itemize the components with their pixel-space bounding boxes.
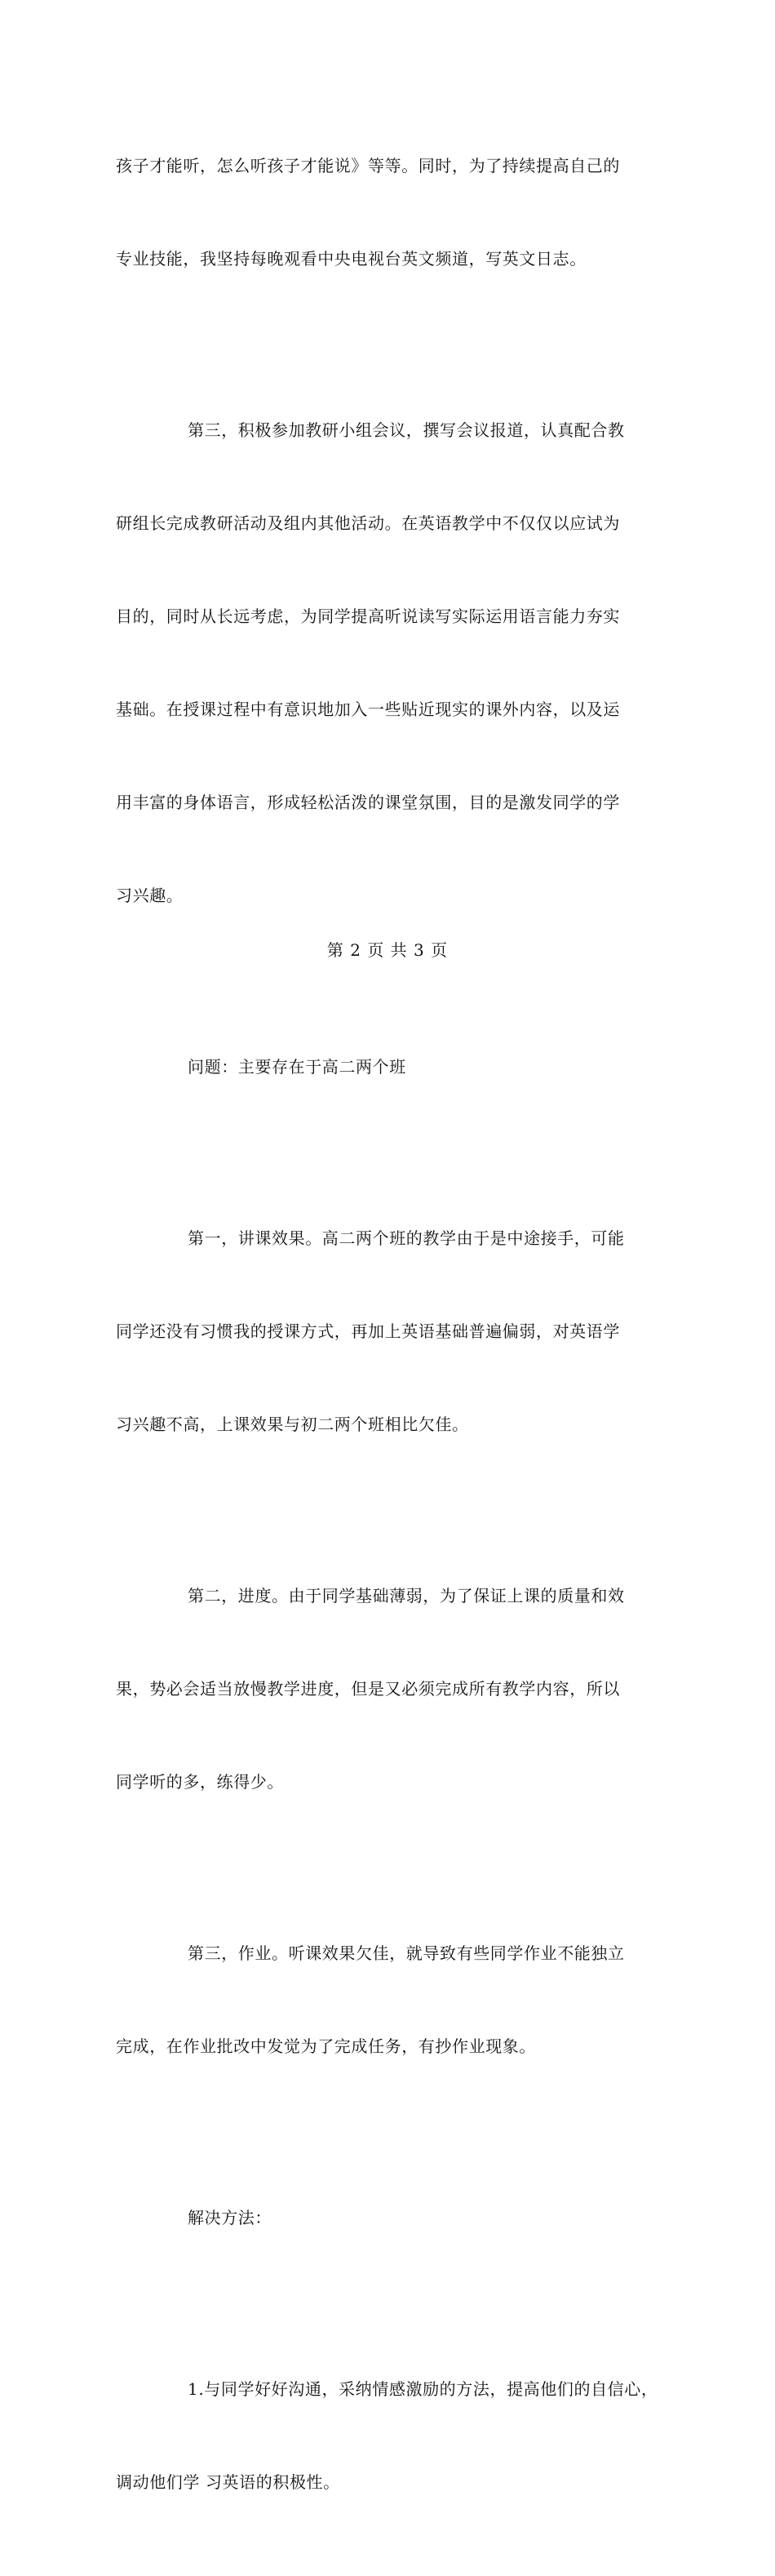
paragraph-line: 用丰富的身体语言，形成轻松活泼的课堂氛围，目的是激发同学的学 — [116, 793, 620, 812]
paragraph-line: 第三，作业。听课效果欠佳，就导致有些同学作业不能独立 — [188, 1943, 625, 1963]
section-heading-solutions: 解决方法： — [188, 2208, 272, 2227]
paragraph-8 — [116, 2312, 679, 2560]
paragraph-line: 完成，在作业批改中发觉为了完成任务，有抄作业现象。 — [116, 2036, 536, 2056]
paragraph-line: 目的，同时从长远考虑，为同学提高听说读写实际运用语言能力夯实 — [116, 606, 620, 626]
document-body — [116, 88, 679, 2576]
paragraph-5 — [116, 1518, 679, 1859]
paragraph-line: 基础。在授课过程中有意识地加入一些贴近现实的课外内容，以及运 — [116, 700, 620, 719]
page-number-footer: 第 2 页 共 3 页 — [326, 940, 449, 960]
paragraph-line: 研组长完成教研活动及组内其他活动。在英语教学中不仅仅以应试为 — [116, 513, 620, 533]
paragraph-line: 习兴趣。 — [116, 886, 184, 905]
paragraph-line: 1.与同学好好沟通，采纳情感激励的方法，提高他们的自信心， — [188, 2379, 658, 2399]
paragraph-line: 同学听的多，练得少。 — [116, 1772, 284, 1792]
paragraph-7 — [116, 2140, 679, 2295]
paragraph-6 — [116, 1876, 679, 2124]
paragraph-1 — [116, 88, 679, 336]
paragraph-line: 同学还没有习惯我的授课方式，再加上英语基础普遍偏弱，对英语学 — [116, 1321, 620, 1341]
paragraph-2 — [116, 353, 679, 973]
paragraph-3 — [116, 989, 679, 1144]
paragraph-line: 果，势必会适当放慢教学进度，但是又必须完成所有教学内容，所以 — [116, 1679, 620, 1699]
paragraph-line: 习兴趣不高，上课效果与初二两个班相比欠佳。 — [116, 1415, 469, 1434]
paragraph-line: 孩子才能听，怎么听孩子才能说》等等。同时，为了持续提高自己的 — [116, 156, 620, 175]
paragraph-4 — [116, 1161, 679, 1502]
paragraph-line: 第二，进度。由于同学基础薄弱，为了保证上课的质量和效 — [188, 1586, 625, 1606]
paragraph-line: 调动他们学 习英语的积极性。 — [116, 2472, 340, 2492]
paragraph-line: 第一，讲课效果。高二两个班的教学由于是中途接手，可能 — [188, 1228, 625, 1248]
paragraph-line: 专业技能，我坚持每晚观看中央电视台英文频道，写英文日志。 — [116, 249, 587, 269]
section-heading-problems: 问题：主要存在于高二两个班 — [188, 1057, 406, 1077]
paragraph-line: 第三，积极参加教研小组会议，撰写会议报道，认真配合教 — [188, 420, 625, 440]
